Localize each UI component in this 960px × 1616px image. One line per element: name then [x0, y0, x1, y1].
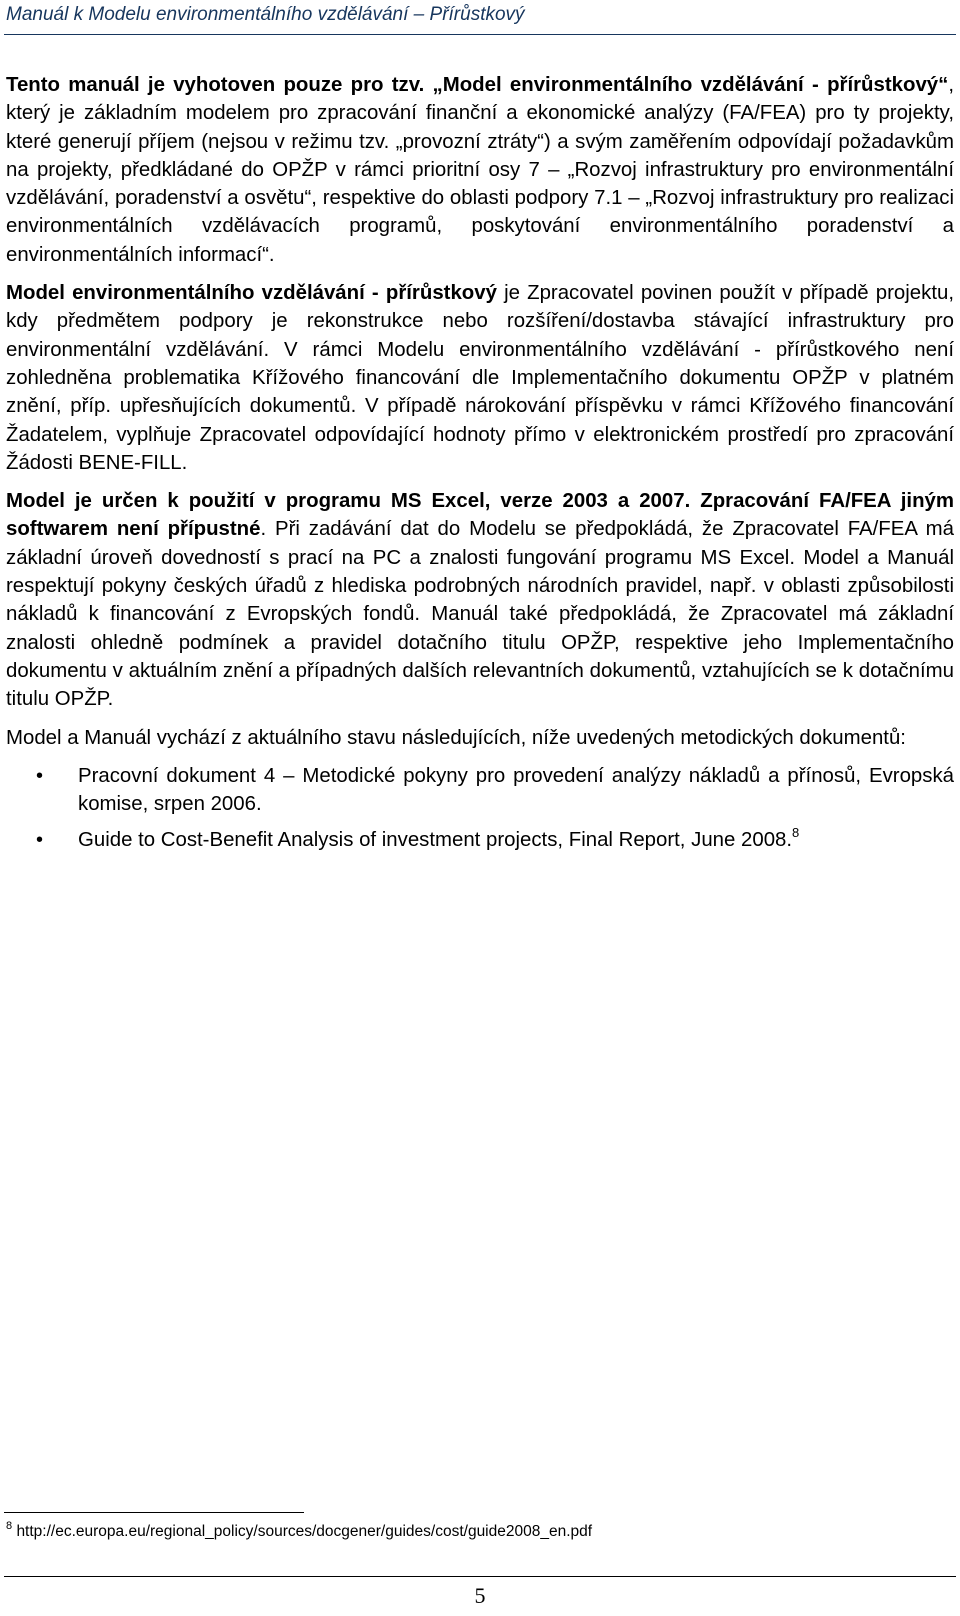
paragraph-model-usage-text: je Zpracovatel povinen použít v případě projektu, kdy předmětem podpory je rekonstrukce nebo rozšíření/dostavba stávající infrastruktury pro environmentální vzdělávání. V rámci Modelu environmentálního vzdělávání - přírůstkového není zohledněna problematika Křížového financování dle Implementačního dokumentu OPŽP v platném znění, příp. upřesňujících dokumentů. V případě nárokování příspěvku v rámci Křížového financování Žadatelem, vyplňuje Zpracovatel odpovídající hodnoty přímo v elektronickém prostředí pro zpracování Žádosti BENE-FILL. [6, 282, 955, 474]
running-header: Manuál k Modelu environmentálního vzdělávání – Přírůstkový [6, 4, 525, 25]
paragraph-software-bold: Model je určen k použití v programu MS Excel, verze 2003 a 2007. Zpracování FA/FEA jiným softwarem není přípustné [6, 490, 954, 541]
footnote-reference[interactable]: 8 [792, 825, 800, 841]
footnote-number: 8 [6, 1520, 13, 1532]
list-item [6, 762, 954, 819]
paragraph-software [6, 487, 954, 713]
page-number: 5 [474, 1583, 486, 1608]
paragraph-intro-text: , který je základním modelem pro zpracování finanční a ekonomické analýzy (FA/FEA) pro ty projekty, které generují příjem (nejsou v režimu tzv. „provozní ztráty“) a svým zaměřením odpovídají požadavkům na projekty, předkládané do OPŽP v rámci prioritní osy 7 – „Rozvoj infrastruktury pro environmentální vzdělávání, poradenství a osvětu“, respektive do oblasti podpory 7.1 – „Rozvoj infrastruktury pro realizaci environmentálních vzdělávacích programů, poskytování environmentálního poradenství a environmentálních informací“. [6, 74, 954, 266]
bullet-icon: • [36, 764, 44, 787]
paragraph-model-usage-bold: Model environmentálního vzdělávání - přírůstkový [6, 282, 497, 305]
paragraph-model-usage [6, 279, 954, 477]
list-item [6, 826, 954, 854]
footnote [6, 1522, 592, 1542]
bullet-icon: • [36, 829, 44, 852]
paragraph-intro-bold: Tento manuál je vyhotoven pouze pro tzv. „Model environmentálního vzdělávání - přírůstkový“ [6, 74, 949, 96]
paragraph-software-text: . Při zadávání dat do Modelu se předpokládá, že Zpracovatel FA/FEA má základní úroveň dovedností s prací na PC a znalosti fungování programu MS Excel. Model a Manuál respektují pokyny českých úřadů z hlediska podrobných národních pravidel, např. v oblasti způsobilosti nákladů k financování z Evropských fondů. Manuál také předpokládá, že Zpracovatel má základní znalosti ohledně podmínek a pravidel dotačního titulu OPŽP, respektive jeho Implementačního dokumentu v aktuálním znění a případných dalších relevantních dokumentů, vztahujících se k dotačnímu titulu OPŽP. [6, 518, 954, 711]
source-list [6, 762, 954, 855]
header-divider [4, 34, 956, 35]
paragraph-intro [6, 71, 954, 269]
document-body [6, 71, 954, 863]
footnote-divider [4, 1512, 304, 1513]
list-item-text: Guide to Cost-Benefit Analysis of investment projects, Final Report, June 2008. [78, 829, 793, 852]
footer-divider [4, 1576, 956, 1577]
list-item-text: Pracovní dokument 4 – Metodické pokyny pro provedení analýzy nákladů a přínosů, Evropská komise, srpen 2006. [78, 764, 954, 816]
footnote-link[interactable]: http://ec.europa.eu/regional_policy/sources/docgener/guides/cost/guide2008_en.pdf [16, 1523, 593, 1540]
paragraph-sources: Model a Manuál vychází z aktuálního stavu následujících, níže uvedených metodických dokumentů: [6, 726, 906, 749]
